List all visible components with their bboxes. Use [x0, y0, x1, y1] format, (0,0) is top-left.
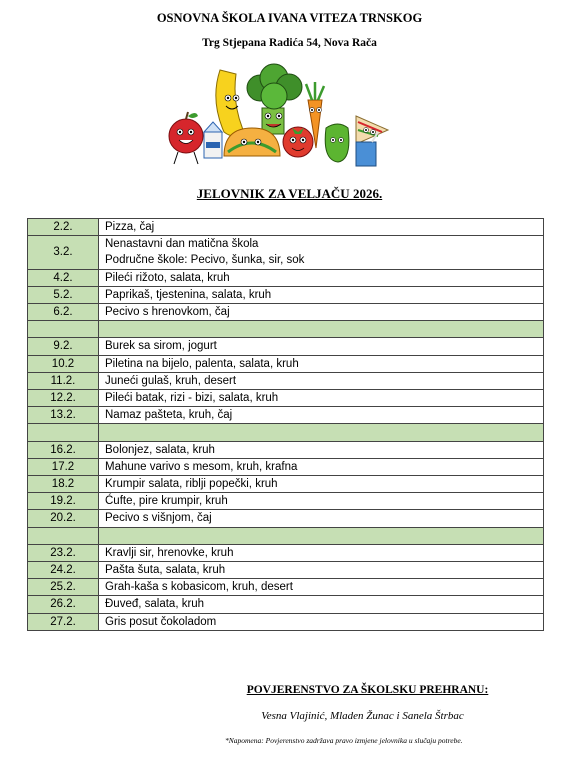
meal-line: Mahune varivo s mesom, kruh, krafna — [105, 460, 298, 473]
menu-date: 16.2. — [28, 441, 99, 458]
menu-date: 12.2. — [28, 390, 99, 407]
menu-separator-row — [28, 527, 544, 544]
menu-date: 10.2 — [28, 355, 99, 372]
meal-line: Gris posut čokoladom — [105, 615, 217, 628]
menu-date: 24.2. — [28, 562, 99, 579]
menu-meal — [99, 372, 544, 389]
menu-meal — [99, 269, 544, 286]
menu-row — [28, 458, 544, 475]
menu-row — [28, 441, 544, 458]
meal-line: Đuveđ, salata, kruh — [105, 598, 205, 611]
menu-meal — [99, 441, 544, 458]
menu-meal — [99, 321, 544, 338]
broccoli-icon — [247, 64, 302, 134]
apple-icon — [169, 112, 203, 164]
banana-icon — [216, 70, 244, 136]
menu-meal — [99, 596, 544, 613]
menu-row — [28, 544, 544, 561]
menu-meal — [99, 510, 544, 527]
menu-row — [28, 596, 544, 613]
tomato-icon — [283, 127, 313, 157]
meal-line: Pizza, čaj — [105, 221, 155, 233]
pepper-icon — [325, 124, 349, 162]
menu-meal — [99, 338, 544, 355]
menu-row — [28, 338, 544, 355]
menu-meal — [99, 476, 544, 493]
menu-meal — [99, 527, 544, 544]
menu-date: 27.2. — [28, 613, 99, 630]
menu-separator-row — [28, 424, 544, 441]
menu-date: 2.2. — [28, 219, 99, 236]
footer-note: *Napomena: Povjerenstvo zadržava pravo izmjene jelovnika u slučaju potrebe. — [225, 736, 463, 745]
menu-date — [28, 424, 99, 441]
committee-title: POVJERENSTVO ZA ŠKOLSKU PREHRANU: — [246, 684, 489, 696]
meal-line: Paprikaš, tjestenina, salata, kruh — [105, 288, 272, 301]
menu-row — [28, 613, 544, 630]
menu-date: 25.2. — [28, 579, 99, 596]
meal-line: Piletina na bijelo, palenta, salata, kruh — [105, 357, 299, 370]
menu-meal — [99, 390, 544, 407]
menu-row — [28, 579, 544, 596]
menu-row — [28, 304, 544, 321]
meal-line: Pileći batak, rizi - bizi, salata, kruh — [105, 392, 279, 405]
meal-line: Juneći gulaš, kruh, desert — [105, 374, 237, 387]
menu-date: 23.2. — [28, 544, 99, 561]
meal-line: Burek sa sirom, jogurt — [105, 340, 217, 353]
meal-line: Krumpir salata, riblji popečki, kruh — [105, 478, 278, 491]
meal-line: Područne škole: Pecivo, šunka, sir, sok — [105, 254, 305, 267]
menu-date — [28, 527, 99, 544]
school-address: Trg Stjepana Radića 54, Nova Rača — [202, 37, 377, 49]
menu-meal — [99, 544, 544, 561]
menu-row — [28, 219, 544, 236]
meal-line: Kravlji sir, hrenovke, kruh — [105, 546, 234, 559]
meal-line: Pecivo s višnjom, čaj — [105, 512, 212, 525]
menu-row — [28, 476, 544, 493]
menu-meal — [99, 236, 544, 269]
menu-row — [28, 269, 544, 286]
menu-meal — [99, 355, 544, 372]
menu-row — [28, 390, 544, 407]
meal-line: Nenastavni dan matična škola — [105, 238, 259, 251]
menu-row — [28, 236, 544, 269]
meal-line: Pašta šuta, salata, kruh — [105, 564, 226, 577]
menu-meal — [99, 304, 544, 321]
menu-date: 20.2. — [28, 510, 99, 527]
menu-meal — [99, 424, 544, 441]
milk-carton-icon — [204, 122, 222, 158]
menu-meal — [99, 613, 544, 630]
menu-date: 5.2. — [28, 286, 99, 303]
meal-line: Grah-kaša s kobasicom, kruh, desert — [105, 581, 293, 594]
food-characters-illustration — [152, 60, 396, 172]
menu-date: 6.2. — [28, 304, 99, 321]
menu-date: 17.2 — [28, 458, 99, 475]
menu-meal — [99, 407, 544, 424]
menu-row — [28, 286, 544, 303]
committee-members: Vesna Vlajinić, Mladen Žunac i Sanela Štrbac — [261, 710, 464, 722]
menu-date: 11.2. — [28, 372, 99, 389]
menu-date: 3.2. — [28, 236, 99, 269]
menu-meal — [99, 579, 544, 596]
menu-meal — [99, 493, 544, 510]
menu-row — [28, 355, 544, 372]
meal-line: Pileći rižoto, salata, kruh — [105, 271, 230, 284]
menu-date: 4.2. — [28, 269, 99, 286]
menu-date: 9.2. — [28, 338, 99, 355]
menu-date: 18.2 — [28, 476, 99, 493]
menu-meal — [99, 562, 544, 579]
menu-date: 19.2. — [28, 493, 99, 510]
meal-line: Pecivo s hrenovkom, čaj — [105, 306, 230, 319]
menu-separator-row — [28, 321, 544, 338]
menu-row — [28, 493, 544, 510]
meal-line: Ćufte, pire krumpir, kruh — [105, 495, 228, 508]
menu-meal — [99, 458, 544, 475]
menu-meal — [99, 286, 544, 303]
menu-date: 26.2. — [28, 596, 99, 613]
menu-meal — [99, 219, 544, 236]
meal-line: Namaz pašteta, kruh, čaj — [105, 409, 233, 422]
sandwich-icon — [356, 116, 388, 144]
menu-table — [27, 218, 544, 631]
school-name: OSNOVNA ŠKOLA IVANA VITEZA TRNSKOG — [156, 11, 423, 25]
menu-row — [28, 407, 544, 424]
meal-line: Bolonjez, salata, kruh — [105, 443, 215, 456]
menu-date — [28, 321, 99, 338]
menu-row — [28, 510, 544, 527]
menu-title: JELOVNIK ZA VELJAČU 2026. — [196, 186, 383, 201]
menu-date: 13.2. — [28, 407, 99, 424]
menu-row — [28, 372, 544, 389]
menu-row — [28, 562, 544, 579]
